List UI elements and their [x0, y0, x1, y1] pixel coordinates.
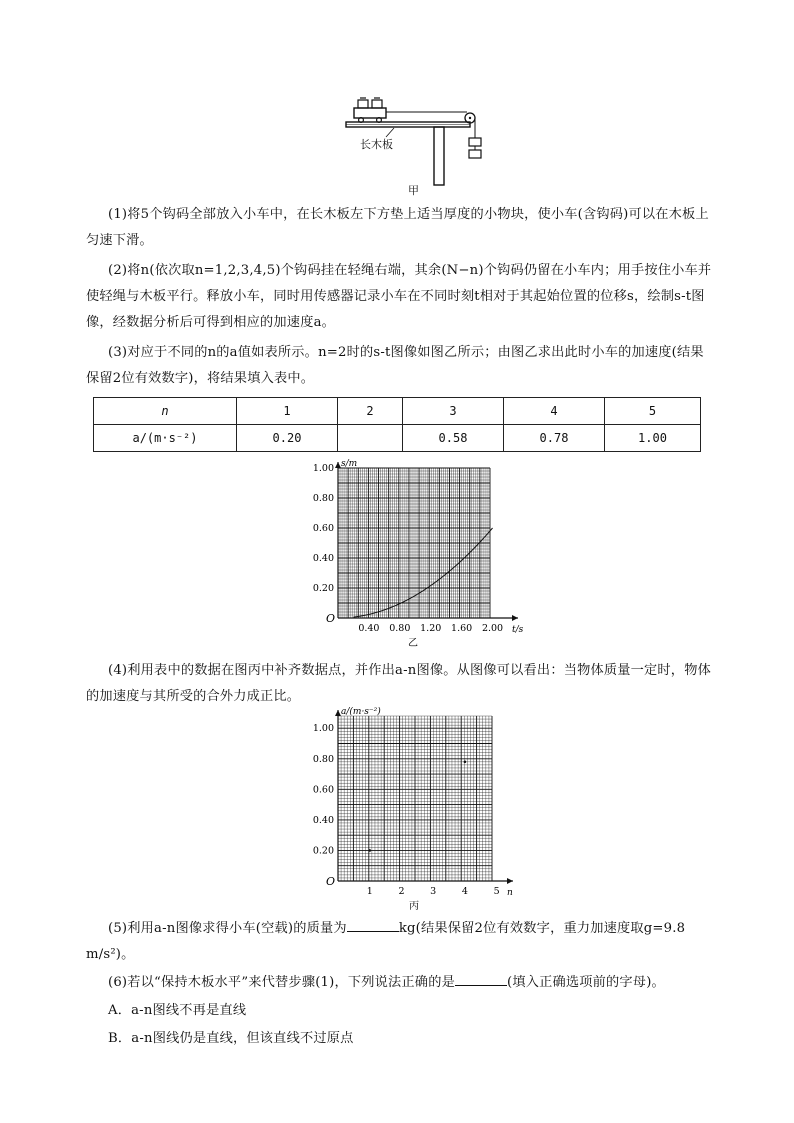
x-tick-label: 1: [366, 886, 373, 897]
board-label: 长木板: [360, 138, 393, 151]
x-tick-label: 1.20: [420, 623, 442, 634]
chart-caption: 丙: [409, 901, 419, 912]
y-tick-label: 0.20: [312, 845, 334, 857]
y-axis-label: s/m: [341, 459, 358, 469]
y-tick-label: 0.40: [312, 814, 334, 826]
table-leg: [434, 127, 444, 185]
table-cell: n: [94, 398, 237, 425]
y-axis-label: a/(m·s⁻²): [341, 707, 381, 717]
table-cell: 0.20: [237, 425, 338, 452]
step-2-text: (2)将n(依次取n=1,2,3,4,5)个钩码挂在轻绳右端，其余(N−n)个钩码仍留在小车内；用手按住小车并使轻绳与木板平行。释放小车，同时用传感器记录小车在不同时刻t相对于其起始位置的位移s，绘制s-t图像，经数据分析后可得到相应的加速度a。: [86, 263, 712, 330]
table-cell: 3: [403, 398, 504, 425]
table-cell: 1.00: [605, 425, 701, 452]
x-tick-label: 5: [493, 886, 500, 897]
table-header-row: [94, 398, 701, 425]
table-cell: 1: [237, 398, 338, 425]
option-b: B．a-n图线仍是直线，但该直线不过原点: [108, 1031, 354, 1046]
chart-a-n: [300, 706, 530, 912]
step-6-prefix: (6)若以“保持木板水平”来代替步骤(1)，下列说法正确的是: [108, 975, 455, 990]
apparatus-figure: [330, 92, 490, 200]
option-a: A．a-n图线不再是直线: [108, 1003, 247, 1018]
chart-caption: 乙: [408, 638, 418, 649]
answer-blank-choice[interactable]: [455, 971, 507, 986]
step-4-text: (4)利用表中的数据在图丙中补齐数据点，并作出a-n图像。从图像可以看出：当物体质量一定时，物体的加速度与其所受的合外力成正比。: [86, 663, 711, 704]
x-tick-label: 0.40: [358, 623, 380, 634]
step-5-text: [86, 916, 716, 968]
y-tick-label: 0.40: [312, 553, 334, 564]
table-cell: a/(m·s⁻²): [94, 425, 237, 452]
hanging-weight-1: [469, 138, 481, 146]
step-5-suffix: kg(结果保留2位有效数字，重力加速度取g=9.8 m/s²)。: [86, 921, 686, 962]
y-tick-label: 0.60: [312, 784, 334, 796]
x-axis-arrow: [512, 615, 518, 621]
table-cell: 4: [504, 398, 605, 425]
figure-jia-caption: 甲: [408, 184, 419, 197]
table-cell-blank: [338, 425, 403, 452]
y-tick-label: 0.20: [312, 583, 334, 594]
data-point: [368, 849, 371, 852]
cart-weight-2: [372, 100, 382, 108]
data-table: [93, 397, 701, 452]
x-tick-label: 4: [461, 886, 468, 897]
step-5-prefix: (5)利用a-n图像求得小车(空载)的质量为: [108, 921, 347, 936]
hanging-weight-2: [469, 150, 481, 158]
step-6-suffix: (填入正确选项前的字母)。: [506, 975, 665, 990]
x-axis-label: n: [507, 888, 513, 898]
x-tick-label: 0.80: [389, 623, 411, 634]
origin-label: O: [326, 612, 336, 625]
cart: [354, 108, 386, 118]
step-6-text: [86, 970, 716, 996]
step-3-text: (3)对应于不同的n的a值如表所示。n=2时的s-t图像如图乙所示；由图乙求出此时小车的加速度(结果保留2位有效数字)，将结果填入表中。: [86, 345, 704, 386]
x-tick-label: 2.00: [481, 623, 504, 634]
step-1-text: (1)将5个钩码全部放入小车中，在长木板左下方垫上适当厚度的小物块，使小车(含钩码)可以在木板上匀速下滑。: [86, 207, 709, 248]
x-axis-label: t/s: [512, 625, 524, 635]
table-cell: 0.78: [504, 425, 605, 452]
chart-s-t: [300, 458, 530, 658]
table-cell: 5: [605, 398, 701, 425]
x-tick-label: 3: [430, 886, 437, 897]
table-row: [94, 425, 701, 452]
origin-label: O: [326, 875, 336, 888]
answer-blank-mass[interactable]: [347, 917, 399, 932]
x-axis-arrow: [507, 878, 513, 884]
x-tick-label: 1.60: [451, 623, 473, 634]
y-tick-label: 0.80: [312, 493, 334, 504]
cart-weight-1: [358, 100, 368, 108]
table-cell: 2: [338, 398, 403, 425]
y-tick-label: 0.80: [312, 753, 334, 765]
data-point: [464, 761, 467, 764]
y-tick-label: 0.60: [312, 523, 334, 534]
y-tick-label: 1.00: [312, 463, 334, 474]
table-cell: 0.58: [403, 425, 504, 452]
x-tick-label: 2: [398, 886, 405, 897]
y-tick-label: 1.00: [312, 723, 334, 735]
